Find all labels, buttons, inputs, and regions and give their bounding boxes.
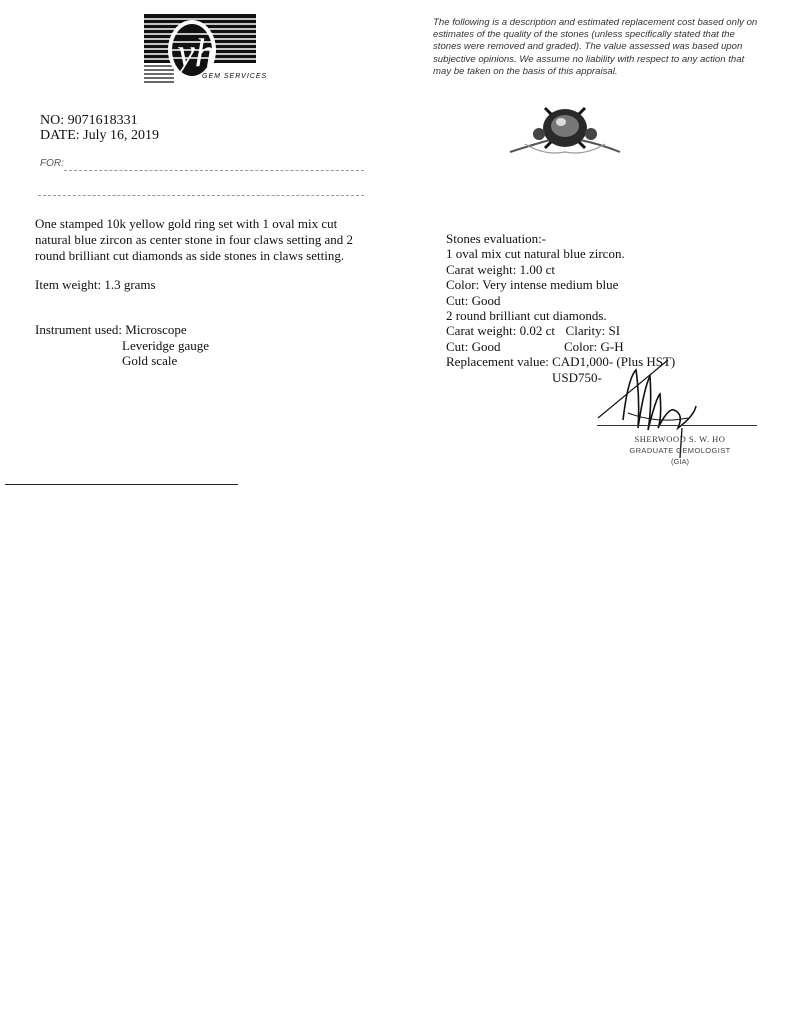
report-number: NO: 9071618331 (40, 113, 138, 128)
side-stones-carat: Carat weight: 0.02 ct (446, 323, 556, 339)
stones-heading: Stones evaluation:- (446, 231, 547, 246)
signatory-title: GRADUATE GEMOLOGIST (629, 446, 731, 455)
instruments-label: Instrument used: (35, 322, 123, 337)
logo-text: GEM SERVICES (202, 73, 268, 80)
for-line-1 (64, 170, 364, 171)
report-date: DATE: July 16, 2019 (40, 128, 159, 143)
center-stone-cut: Cut: Good (446, 292, 501, 308)
instruments-row (35, 322, 209, 338)
item-description: One stamped 10k yellow gold ring set with 1 oval mix cut natural blue zircon as center stone in four claws setting and 2 round brilliant cut diamonds as side stones in claws setting. (35, 216, 354, 263)
instrument-item: Microscope (125, 322, 187, 337)
instrument-item: Leveridge gauge (122, 337, 209, 353)
instruments-section (35, 322, 209, 369)
divider (5, 484, 238, 485)
logo-monogram: yh (177, 30, 215, 75)
side-stones-row-2 (446, 339, 746, 354)
for-line-2 (38, 195, 364, 196)
for-label: FOR: (40, 158, 64, 169)
signatory-name: SHERWOOD S. W. HO (634, 434, 726, 444)
side-stones-clarity: Clarity: SI (565, 323, 621, 339)
disclaimer-text: The following is a description and estimated replacement cost based only on estimates of the quality of the stones (unless specifically stated that the stones were removed and graded). The value assessed was based upon subjective opinions. We assume no liability with respect to any action that may be taken on the basis of this appraisal. (433, 17, 758, 77)
side-stones-color: Color: G-H (564, 338, 624, 354)
ring-photo (505, 100, 625, 162)
item-weight: Item weight: 1.3 grams (35, 277, 156, 292)
signature-line (597, 425, 757, 426)
side-stones-cut: Cut: Good (446, 338, 501, 354)
side-stones-row-1 (446, 323, 746, 338)
center-stone-carat: Carat weight: 1.00 ct (446, 261, 556, 277)
replacement-value-usd: USD750- (552, 369, 602, 385)
signatory-org: (GIA) (671, 457, 689, 466)
replacement-value-cad: Replacement value: CAD1,000- (Plus HST) (446, 354, 676, 370)
side-stones-desc: 2 round brilliant cut diamonds. (446, 308, 607, 324)
company-logo (144, 14, 268, 84)
center-stone-desc: 1 oval mix cut natural blue zircon. (446, 246, 625, 262)
center-stone-color: Color: Very intense medium blue (446, 277, 619, 293)
instrument-item: Gold scale (122, 353, 178, 368)
